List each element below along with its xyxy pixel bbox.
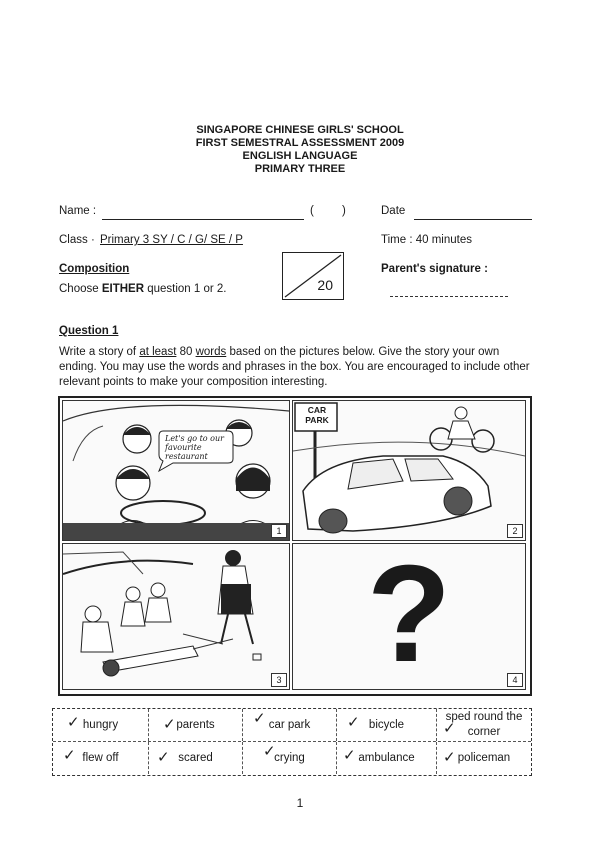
word-policeman: policeman (457, 752, 511, 764)
word-hungry: hungry (82, 719, 119, 731)
panel-number-3: 3 (271, 673, 287, 687)
car-park-sign: CAR PARK (305, 405, 329, 425)
word-cell-crying (243, 742, 337, 774)
question-text-3: based on the pictures below. Give the story your own ending. You may use the words and phrases in the box. You are encouraged to include other relevant points to make your composition interesting. (59, 346, 530, 388)
level-title: PRIMARY THREE (254, 163, 346, 175)
tick-mark-icon: ✓ (67, 714, 80, 731)
picture-panels (58, 396, 532, 696)
assessment-header (0, 124, 600, 176)
speech-bubble-text: Let's go to our favourite restaurant (165, 434, 224, 461)
question-at-least: at least (139, 346, 177, 358)
tick-mark-icon: ✓ (347, 714, 360, 731)
class-value: Primary 3 SY / C / G/ SE / P (100, 234, 243, 246)
question-text-1: Write a story of (59, 346, 140, 358)
accident-illustration (63, 544, 289, 689)
panel-number-1: 1 (271, 524, 287, 538)
time-allowed: Time : 40 minutes (381, 234, 472, 246)
family-car-illustration (63, 401, 289, 540)
choose-prefix: Choose (59, 283, 102, 295)
page-number: 1 (296, 796, 304, 810)
question-instructions (59, 345, 534, 390)
name-label: Name : (59, 205, 97, 217)
panel-number-2: 2 (507, 524, 523, 538)
choose-instruction (59, 283, 227, 295)
tick-mark-icon: ✓ (343, 747, 356, 764)
register-paren-open: ( (310, 205, 314, 217)
panel-2-car-park (292, 400, 526, 541)
parent-signature-label: Parent's signature : (381, 263, 488, 275)
choose-either: EITHER (101, 283, 145, 295)
tick-mark-icon: ✓ (157, 749, 170, 766)
subject-title: ENGLISH LANGUAGE (242, 150, 358, 162)
name-blank[interactable] (102, 219, 304, 220)
question-text-2: 80 (176, 346, 196, 358)
register-paren-close: ) (342, 205, 346, 217)
tick-mark-icon: ✓ (263, 743, 276, 760)
word-bicycle: bicycle (368, 719, 405, 731)
panel-3-accident-scene (62, 543, 290, 690)
assessment-title: FIRST SEMESTRAL ASSESSMENT 2009 (195, 137, 405, 149)
word-crying: crying (274, 752, 305, 764)
score-box-diagonal (283, 253, 343, 299)
tick-mark-icon: ✓ (63, 747, 76, 764)
date-blank[interactable] (414, 219, 532, 220)
composition-heading: Composition (59, 263, 130, 275)
panel-1-family-in-car (62, 400, 290, 541)
word-flew-off: flew off (82, 752, 119, 764)
parent-signature-blank[interactable] (390, 296, 508, 297)
question-words: words (195, 346, 227, 358)
class-label: Class · (59, 234, 95, 246)
tick-mark-icon: ✓ (443, 749, 456, 766)
tick-mark-icon: ✓ (253, 710, 266, 727)
school-name: SINGAPORE CHINESE GIRLS' SCHOOL (196, 124, 404, 136)
word-scared: scared (178, 752, 213, 764)
helping-words-box (52, 708, 532, 776)
question-mark-icon: ? (366, 543, 452, 690)
word-ambulance: ambulance (358, 752, 415, 764)
score-total: 20 (317, 277, 333, 293)
panel-number-4: 4 (507, 673, 523, 687)
word-car-park: car park (268, 719, 311, 731)
word-parents: parents (176, 719, 215, 731)
panel-4-unknown-ending (292, 543, 526, 690)
word-sped-round-the-corner: sped round the corner (445, 711, 523, 738)
tick-mark-icon: ✓ (163, 716, 176, 733)
choose-suffix: question 1 or 2. (144, 283, 227, 295)
date-label: Date (381, 205, 406, 217)
question-heading: Question 1 (59, 325, 119, 337)
score-box (282, 252, 344, 300)
tick-mark-icon: ✓ (443, 720, 456, 737)
